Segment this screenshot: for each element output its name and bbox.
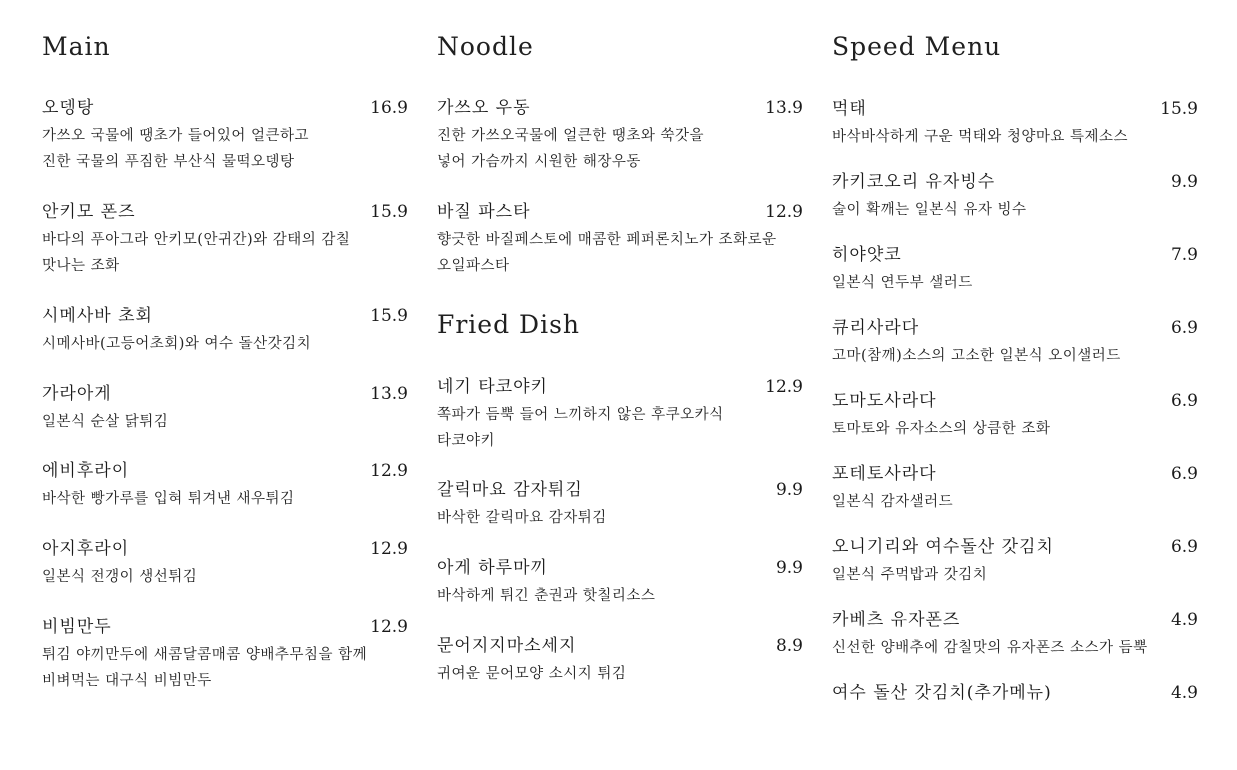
item-price: 16.9: [370, 98, 408, 118]
item-description: 바다의 푸아그라 안키모(안귀간)와 감태의 감칠 맛나는 조화: [42, 232, 351, 274]
item-price: 6.9: [1170, 318, 1198, 338]
menu-item: [42, 460, 408, 512]
item-name: 아게 하루마끼: [437, 558, 548, 578]
menu-item: [832, 390, 1198, 442]
item-price: 15.9: [1160, 99, 1198, 119]
item-description: 술이 확깨는 일본식 유자 빙수: [832, 202, 1027, 218]
section-title-fried-dish: Fried Dish: [437, 310, 581, 339]
item-price: 8.9: [775, 636, 803, 656]
menu-item: [437, 557, 803, 609]
item-description: 귀여운 문어모양 소시지 튀김: [437, 666, 627, 682]
menu-item: [437, 201, 803, 279]
menu-item: [42, 383, 408, 435]
menu-item: [42, 201, 408, 279]
item-description: 일본식 감자샐러드: [832, 494, 954, 510]
menu-item: [832, 609, 1198, 661]
section-title-speed-menu: Speed Menu: [832, 32, 1002, 61]
item-price: 6.9: [1170, 537, 1198, 557]
item-name: 바질 파스타: [437, 202, 531, 222]
item-price: 15.9: [370, 202, 408, 222]
menu-item: [832, 244, 1198, 296]
item-description: 튀김 야끼만두에 새콤달콤매콤 양배추무침을 함께 비벼먹는 대구식 비빔만두: [42, 647, 368, 689]
item-description: 진한 가쓰오국물에 얼큰한 땡초와 쑥갓을 넣어 가슴까지 시원한 해장우동: [437, 128, 705, 170]
item-price: 9.9: [775, 480, 803, 500]
menu-item: [832, 98, 1198, 150]
item-price: 9.9: [775, 558, 803, 578]
item-name: 가라아게: [42, 384, 112, 404]
menu-item: [437, 479, 803, 531]
menu-item: [437, 376, 803, 454]
menu-item: [42, 97, 408, 175]
menu-item: [437, 97, 803, 175]
item-name: 가쓰오 우동: [437, 98, 531, 118]
section-title-noodle: Noodle: [437, 32, 534, 61]
menu-item: [42, 616, 408, 694]
item-description: 바삭바삭하게 구운 먹태와 청양마요 특제소스: [832, 129, 1129, 145]
item-name: 히야얏코: [832, 245, 902, 265]
item-name: 비빔만두: [42, 617, 112, 637]
menu-item: [832, 463, 1198, 515]
menu-item: [437, 635, 803, 687]
item-price: 12.9: [370, 539, 408, 559]
item-price: 6.9: [1170, 464, 1198, 484]
item-description: 바삭하게 튀긴 춘권과 핫칠리소스: [437, 588, 656, 604]
item-description: 일본식 전갱이 생선튀김: [42, 569, 198, 585]
item-name: 오뎅탕: [42, 98, 95, 118]
item-description: 토마토와 유자소스의 상큼한 조화: [832, 421, 1051, 437]
item-description: 가쓰오 국물에 땡초가 들어있어 얼큰하고 진한 국물의 푸짐한 부산식 물떡오뎅탕: [42, 128, 310, 170]
item-name: 안키모 폰즈: [42, 202, 136, 222]
menu-item: [832, 536, 1198, 588]
item-description: 바삭한 갈릭마요 감자튀김: [437, 510, 607, 526]
item-price: 9.9: [1170, 172, 1198, 192]
menu-item: [832, 317, 1198, 369]
item-name: 도마도사라다: [832, 391, 937, 411]
item-description: 고마(참깨)소스의 고소한 일본식 오이샐러드: [832, 348, 1121, 364]
item-price: 12.9: [370, 461, 408, 481]
item-price: 6.9: [1170, 391, 1198, 411]
menu-item: [832, 171, 1198, 223]
item-name: 오니기리와 여수돌산 갓김치: [832, 537, 1054, 557]
item-name: 문어지지마소세지: [437, 636, 577, 656]
menu-item: [832, 682, 1198, 704]
item-price: 4.9: [1170, 610, 1198, 630]
section-title-main: Main: [42, 32, 111, 61]
item-price: 12.9: [765, 202, 803, 222]
item-price: 12.9: [765, 377, 803, 397]
item-name: 갈릭마요 감자튀김: [437, 480, 583, 500]
item-description: 일본식 주먹밥과 갓김치: [832, 567, 988, 583]
menu-item: [42, 305, 408, 357]
item-price: 13.9: [370, 384, 408, 404]
item-name: 먹태: [832, 99, 867, 119]
item-price: 15.9: [370, 306, 408, 326]
item-name: 카키코오리 유자빙수: [832, 172, 996, 192]
item-description: 일본식 순살 닭튀김: [42, 414, 169, 430]
item-name: 아지후라이: [42, 539, 130, 559]
item-name: 여수 돌산 갓김치(추가메뉴): [832, 683, 1052, 703]
item-description: 신선한 양배추에 감칠맛의 유자폰즈 소스가 듬뿍: [832, 640, 1148, 656]
item-name: 카베츠 유자폰즈: [832, 610, 961, 630]
item-description: 향긋한 바질페스토에 매콤한 페퍼론치노가 조화로운 오일파스타: [437, 232, 777, 274]
item-name: 시메사바 초회: [42, 306, 153, 326]
item-price: 13.9: [765, 98, 803, 118]
menu-item: [42, 538, 408, 590]
item-description: 일본식 연두부 샐러드: [832, 275, 973, 291]
item-price: 4.9: [1170, 683, 1198, 703]
item-name: 네기 타코야키: [437, 377, 548, 397]
item-description: 바삭한 빵가루를 입혀 튀겨낸 새우튀김: [42, 491, 295, 507]
item-price: 7.9: [1170, 245, 1198, 265]
item-name: 포테토사라다: [832, 464, 937, 484]
item-price: 12.9: [370, 617, 408, 637]
item-description: 쪽파가 듬뿍 들어 느끼하지 않은 후쿠오카식 타코야키: [437, 407, 724, 449]
item-name: 에비후라이: [42, 461, 130, 481]
item-description: 시메사바(고등어초회)와 여수 돌산갓김치: [42, 336, 312, 352]
item-name: 큐리사라다: [832, 318, 920, 338]
